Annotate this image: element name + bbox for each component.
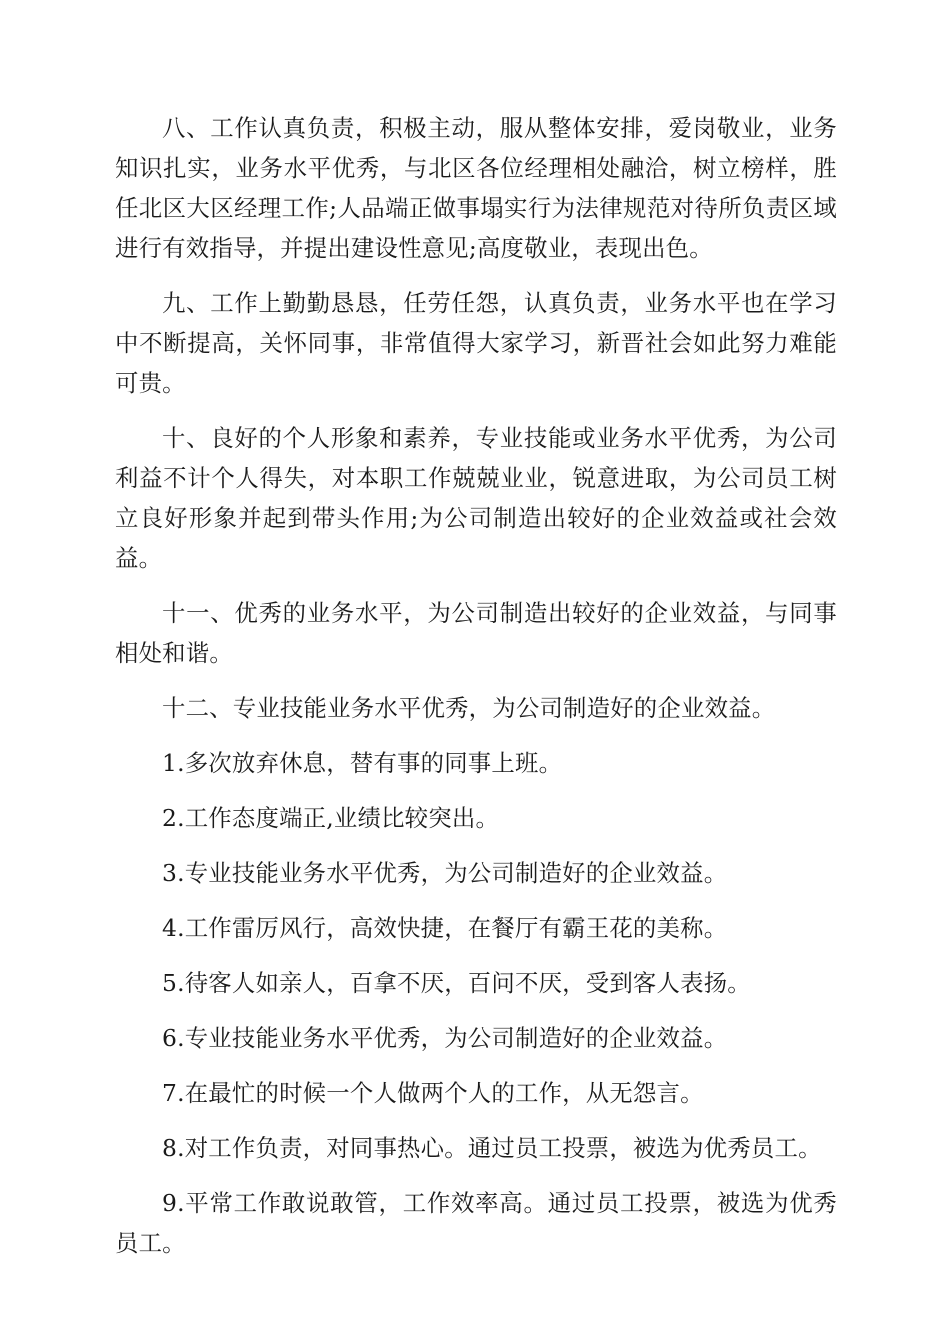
list-item-6: 6.专业技能业务水平优秀，为公司制造好的企业效益。 [162,1024,728,1052]
document-body [115,108,837,1278]
list-item-1: 1.多次放弃休息，替有事的同事上班。 [162,749,563,777]
paragraph-11: 十一、优秀的业务水平，为公司制造出较好的企业效益，与同事相处和谐。 [115,599,837,667]
paragraph-10: 十、良好的个人形象和素养，专业技能或业务水平优秀，为公司利益不计个人得失，对本职工作兢兢业业，锐意进取，为公司员工树立良好形象并起到带头作用;为公司制造出较好的企业效益或社会效益。 [115,424,837,572]
list-item-7: 7.在最忙的时候一个人做两个人的工作，从无怨言。 [162,1079,704,1107]
list-item-9: 9.平常工作敢说敢管，工作效率高。通过员工投票，被选为优秀员工。 [115,1189,837,1257]
paragraph-8: 八、工作认真负责，积极主动，服从整体安排，爱岗敬业，业务知识扎实，业务水平优秀，与北区各位经理相处融洽，树立榜样，胜任北区大区经理工作;人品端正做事塌实行为法律规范对待所负责区域进行有效指导，并提出建设性意见;高度敬业，表现出色。 [115,114,837,262]
list-item-2: 2.工作态度端正,业绩比较突出。 [162,804,500,832]
paragraph-12: 十二、专业技能业务水平优秀，为公司制造好的企业效益。 [162,694,776,722]
list-item-3: 3.专业技能业务水平优秀，为公司制造好的企业效益。 [162,859,728,887]
list-item-4: 4.工作雷厉风行，高效快捷，在餐厅有霸王花的美称。 [162,914,728,942]
paragraph-9: 九、工作上勤勤恳恳，任劳任怨，认真负责，业务水平也在学习中不断提高，关怀同事，非常值得大家学习，新晋社会如此努力难能可贵。 [115,289,837,397]
list-item-8: 8.对工作负责，对同事热心。通过员工投票，被选为优秀员工。 [162,1134,822,1162]
list-item-5: 5.待客人如亲人，百拿不厌，百问不厌，受到客人表扬。 [162,969,751,997]
